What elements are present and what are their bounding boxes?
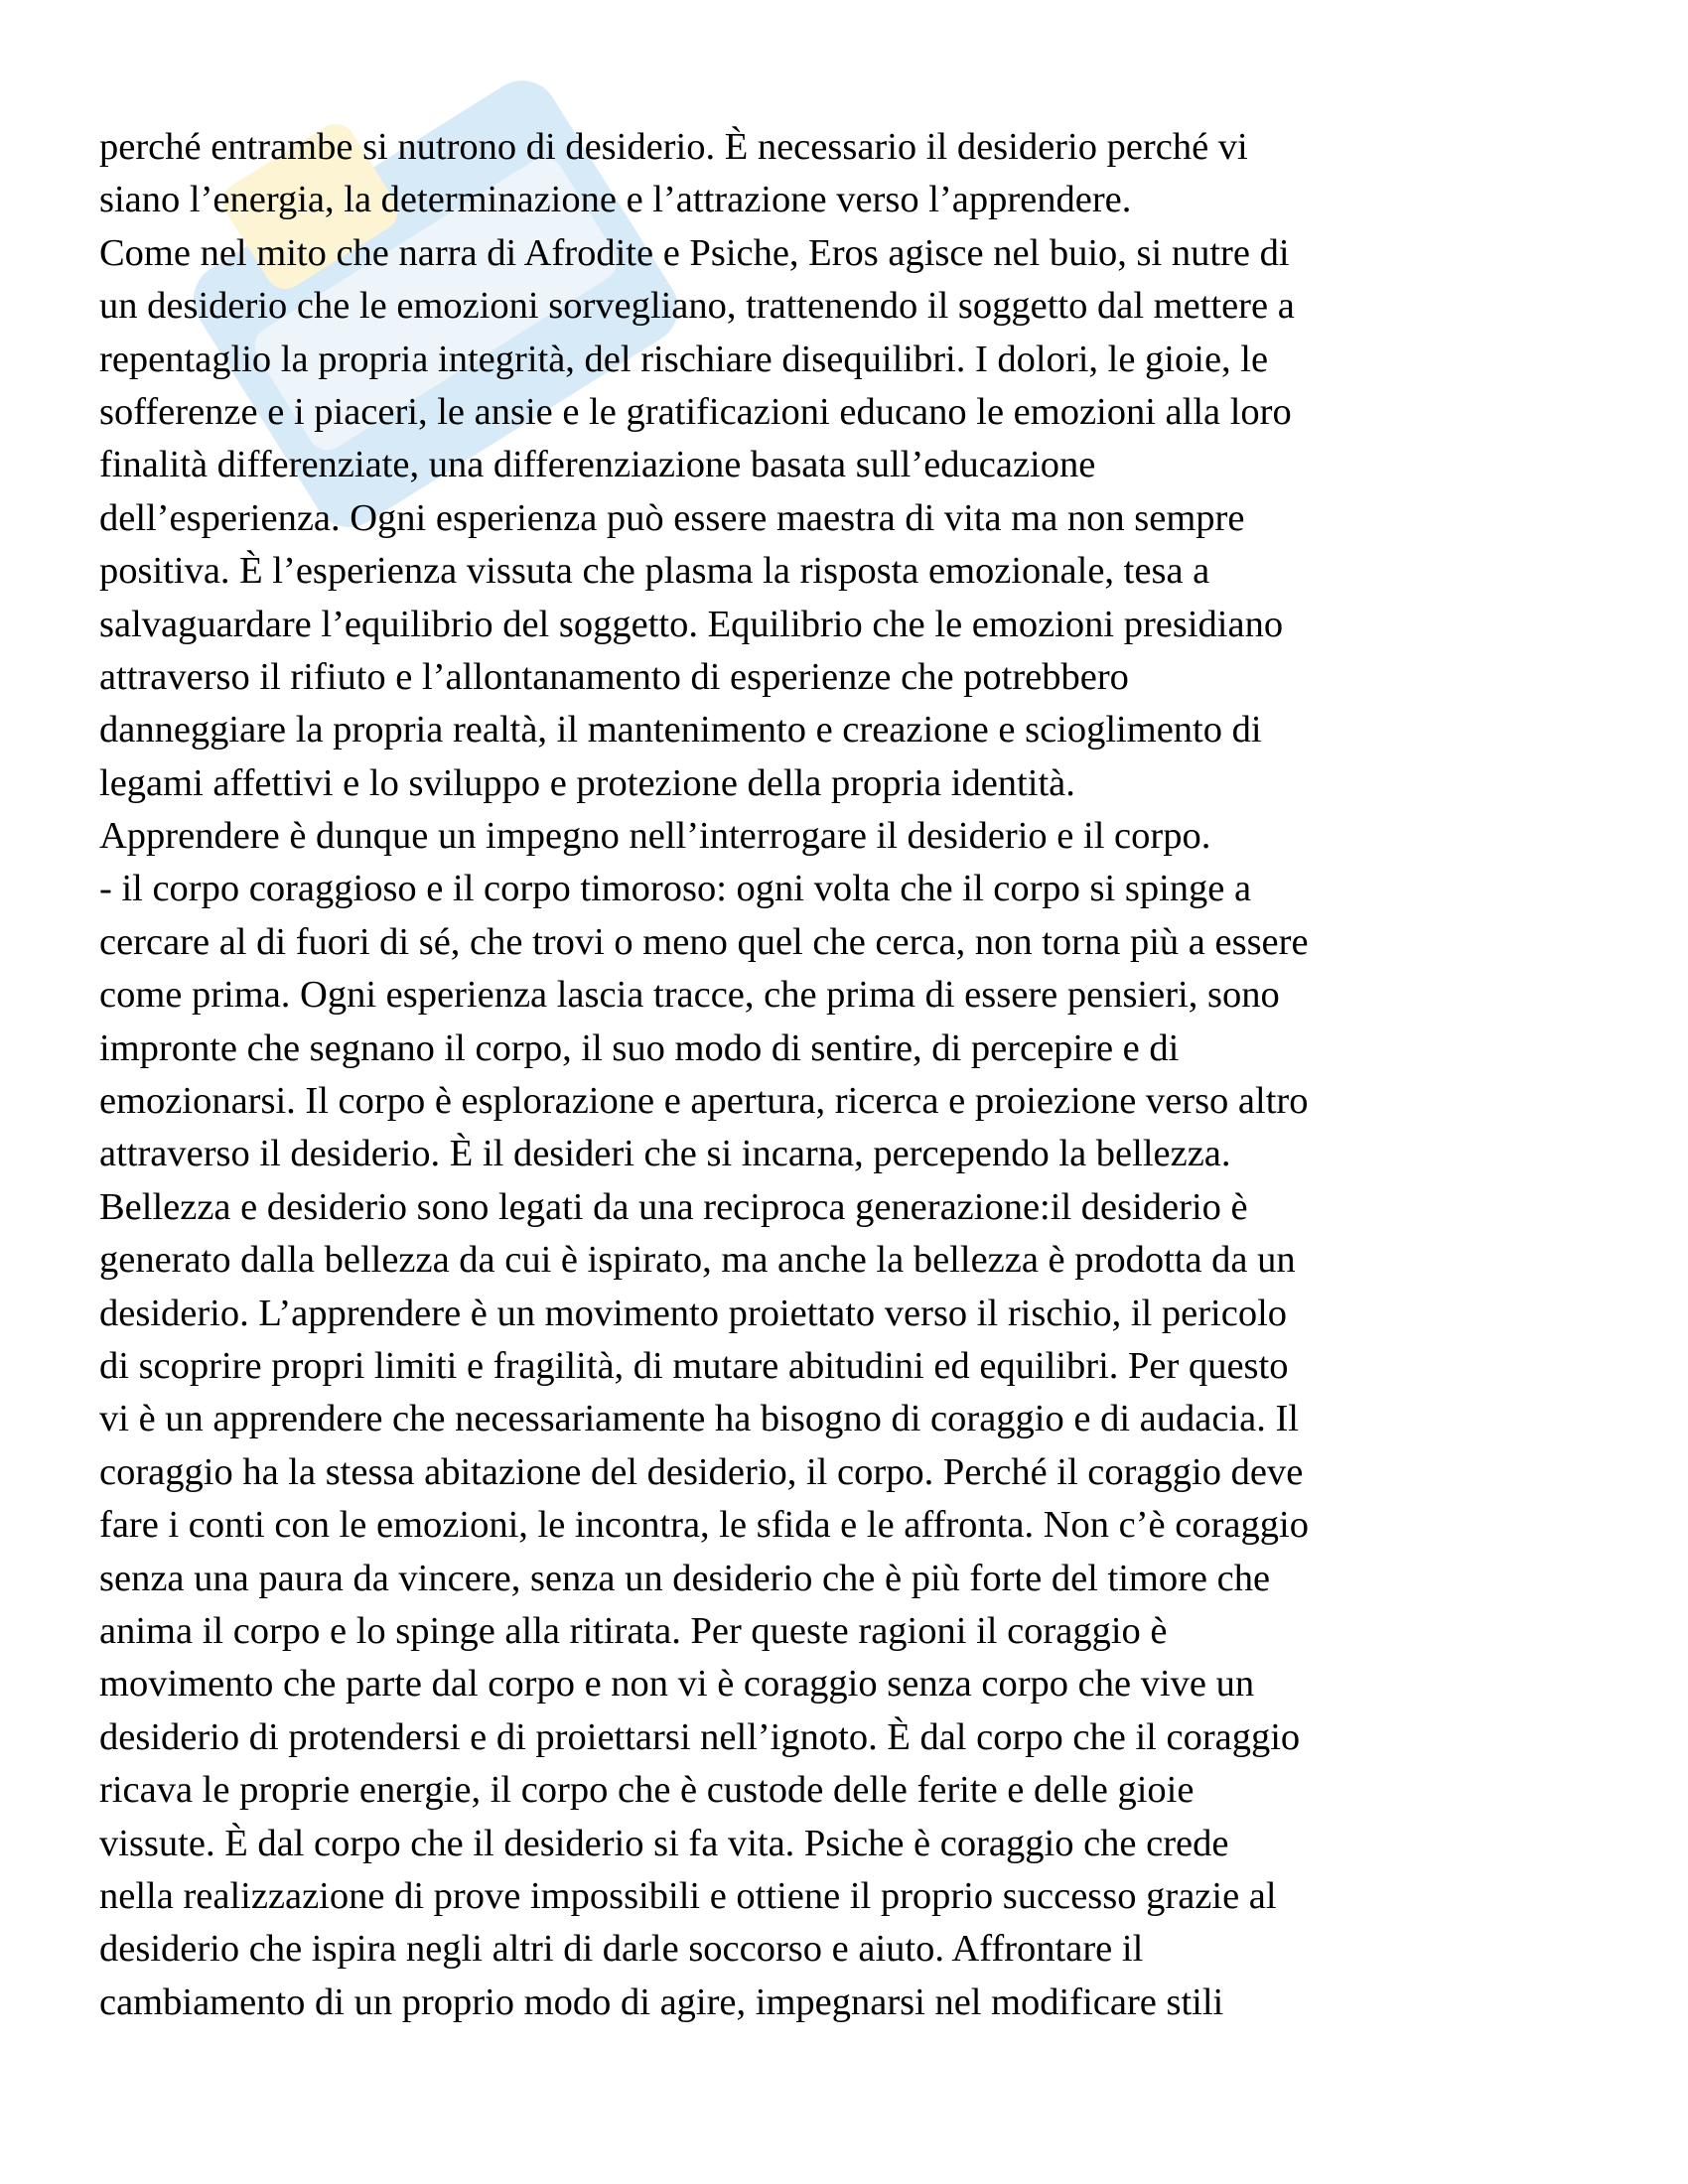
text-line: come prima. Ogni esperienza lascia tracce, che prima di essere pensieri, sono xyxy=(99,974,1280,1017)
text-line: cercare al di fuori di sé, che trovi o meno quel che cerca, non torna più a essere xyxy=(99,920,1309,963)
text-line: desiderio che ispira negli altri di darle soccorso e aiuto. Affrontare il xyxy=(99,1928,1144,1971)
text-line: positiva. È l’esperienza vissuta che plasma la risposta emozionale, tesa a xyxy=(99,550,1210,593)
text-line: Apprendere è dunque un impegno nell’interrogare il desiderio e il corpo. xyxy=(99,815,1211,858)
text-line: generato dalla bellezza da cui è ispirato, ma anche la bellezza è prodotta da un xyxy=(99,1239,1296,1282)
text-line: finalità differenziate, una differenziazione basata sull’educazione xyxy=(99,444,1096,486)
text-line: attraverso il rifiuto e l’allontanamento di esperienze che potrebbero xyxy=(99,655,1129,698)
text-line: perché entrambe si nutrono di desiderio. È necessario il desiderio perché vi xyxy=(99,126,1248,168)
text-line: anima il corpo e lo spinge alla ritirata. Per queste ragioni il coraggio è xyxy=(99,1609,1168,1652)
text-line: coraggio ha la stessa abitazione del desiderio, il corpo. Perché il coraggio deve xyxy=(99,1450,1304,1493)
text-line: desiderio di protendersi e di proiettarsi nell’ignoto. È dal corpo che il coraggio xyxy=(99,1715,1301,1758)
text-line: nella realizzazione di prove impossibili e ottiene il proprio successo grazie al xyxy=(99,1874,1277,1917)
text-line: legami affettivi e lo sviluppo e protezione della propria identità. xyxy=(99,761,1075,804)
text-line: Bellezza e desiderio sono legati da una reciproca generazione:il desiderio è xyxy=(99,1185,1248,1228)
text-line: un desiderio che le emozioni sorvegliano, trattenendo il soggetto dal mettere a xyxy=(99,285,1295,328)
text-line: dell’esperienza. Ogni esperienza può essere maestra di vita ma non sempre xyxy=(99,496,1245,539)
text-line: impronte che segnano il corpo, il suo modo di sentire, di percepire e di xyxy=(99,1026,1180,1069)
text-line: di scoprire propri limiti e fragilità, di mutare abitudini ed equilibri. Per questo xyxy=(99,1344,1289,1387)
text-line: danneggiare la propria realtà, il mantenimento e creazione e scioglimento di xyxy=(99,709,1262,751)
text-line: Come nel mito che narra di Afrodite e Psiche, Eros agisce nel buio, si nutre di xyxy=(99,231,1290,274)
document-text xyxy=(99,121,1628,2029)
text-line: senza una paura da vincere, senza un desiderio che è più forte del timore che xyxy=(99,1557,1271,1599)
text-line: sofferenze e i piaceri, le ansie e le gratificazioni educano le emozioni alla loro xyxy=(99,390,1292,433)
text-line: attraverso il desiderio. È il desideri che si incarna, percependo la bellezza. xyxy=(99,1133,1231,1175)
text-line: emozionarsi. Il corpo è esplorazione e apertura, ricerca e proiezione verso altro xyxy=(99,1080,1309,1123)
text-line: desiderio. L’apprendere è un movimento proiettato verso il rischio, il pericolo xyxy=(99,1292,1288,1334)
text-line: fare i conti con le emozioni, le incontra, le sfida e le affronta. Non c’è coraggio xyxy=(99,1504,1309,1547)
text-line: repentaglio la propria integrità, del rischiare disequilibri. I dolori, le gioie, le xyxy=(99,338,1269,380)
text-line: vissute. È dal corpo che il desiderio si fa vita. Psiche è coraggio che crede xyxy=(99,1822,1229,1864)
text-line: ricava le proprie energie, il corpo che è custode delle ferite e delle gioie xyxy=(99,1769,1195,1812)
text-line: salvaguardare l’equilibrio del soggetto. Equilibrio che le emozioni presidiano xyxy=(99,603,1284,645)
text-line: movimento che parte dal corpo e non vi è coraggio senza corpo che vive un xyxy=(99,1663,1255,1706)
text-line: - il corpo coraggioso e il corpo timoroso: ogni volta che il corpo si spinge a xyxy=(99,868,1252,910)
text-line: siano l’energia, la determinazione e l’attrazione verso l’apprendere. xyxy=(99,179,1132,221)
text-line: vi è un apprendere che necessariamente ha bisogno di coraggio e di audacia. Il xyxy=(99,1398,1299,1440)
text-line: cambiamento di un proprio modo di agire, impegnarsi nel modificare stili xyxy=(99,1980,1224,2023)
